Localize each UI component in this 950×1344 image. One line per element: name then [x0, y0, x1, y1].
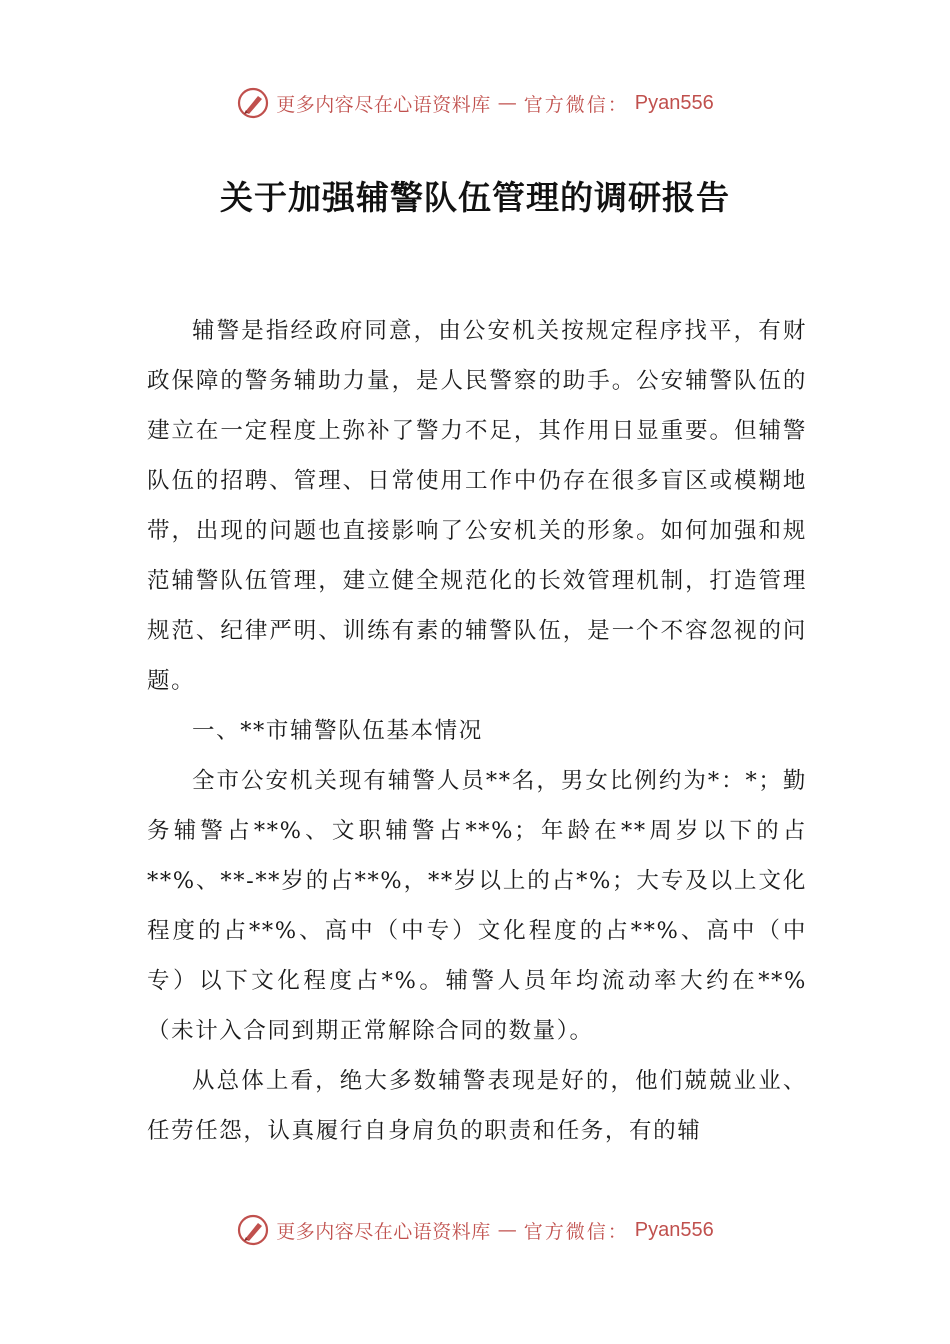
- paragraph-intro: 辅警是指经政府同意，由公安机关按规定程序找平，有财政保障的警务辅助力量，是人民警察的助手。公安辅警队伍的建立在一定程度上弥补了警力不足，其作用日显重要。但辅警队伍的招聘、管理、日常使用工作中仍存在很多盲区或模糊地带，出现的问题也直接影响了公安机关的形象。如何加强和规范辅警队伍管理，建立健全规范化的长效管理机制，打造管理规范、纪律严明、训练有素的辅警队伍，是一个不容忽视的问题。: [147, 318, 807, 694]
- banner-wechat-id: Pyan556: [634, 91, 714, 114]
- banner-dash: —: [497, 1219, 517, 1241]
- section-heading: 一、**市辅警队伍基本情况: [192, 718, 483, 744]
- paragraph-statistics: 全市公安机关现有辅警人员**名，男女比例约为*：*；勤务辅警占**%、文职辅警占**%；年龄在**周岁以下的占**%、**-**岁的占**%，**岁以上的占*%；大专及以上文化程度的占**%、高中（中专）文化程度的占**%、高中（中专）以下文化程度占*%。辅警人员年均流动率大约在**%（未计入合同到期正常解除合同的数量）。: [147, 768, 807, 1044]
- banner-text: 更多内容尽在心语资料库: [276, 93, 491, 116]
- footer-watermark-banner: [0, 1210, 950, 1250]
- pen-nib-logo-icon: [236, 1213, 270, 1247]
- banner-dash: —: [497, 92, 517, 114]
- banner-wechat-label: 官方微信：: [523, 1220, 629, 1243]
- document-body: [147, 306, 807, 1156]
- header-watermark-banner: [0, 83, 950, 123]
- document-title: 关于加强辅警队伍管理的调研报告: [220, 178, 730, 217]
- banner-wechat-label: 官方微信：: [523, 93, 629, 116]
- pen-nib-logo-icon: [236, 86, 270, 120]
- banner-text: 更多内容尽在心语资料库: [276, 1220, 491, 1243]
- banner-wechat-id: Pyan556: [634, 1218, 714, 1241]
- paragraph-overview: 从总体上看，绝大多数辅警表现是好的，他们兢兢业业、任劳任怨，认真履行自身肩负的职责和任务，有的辅: [147, 1068, 807, 1144]
